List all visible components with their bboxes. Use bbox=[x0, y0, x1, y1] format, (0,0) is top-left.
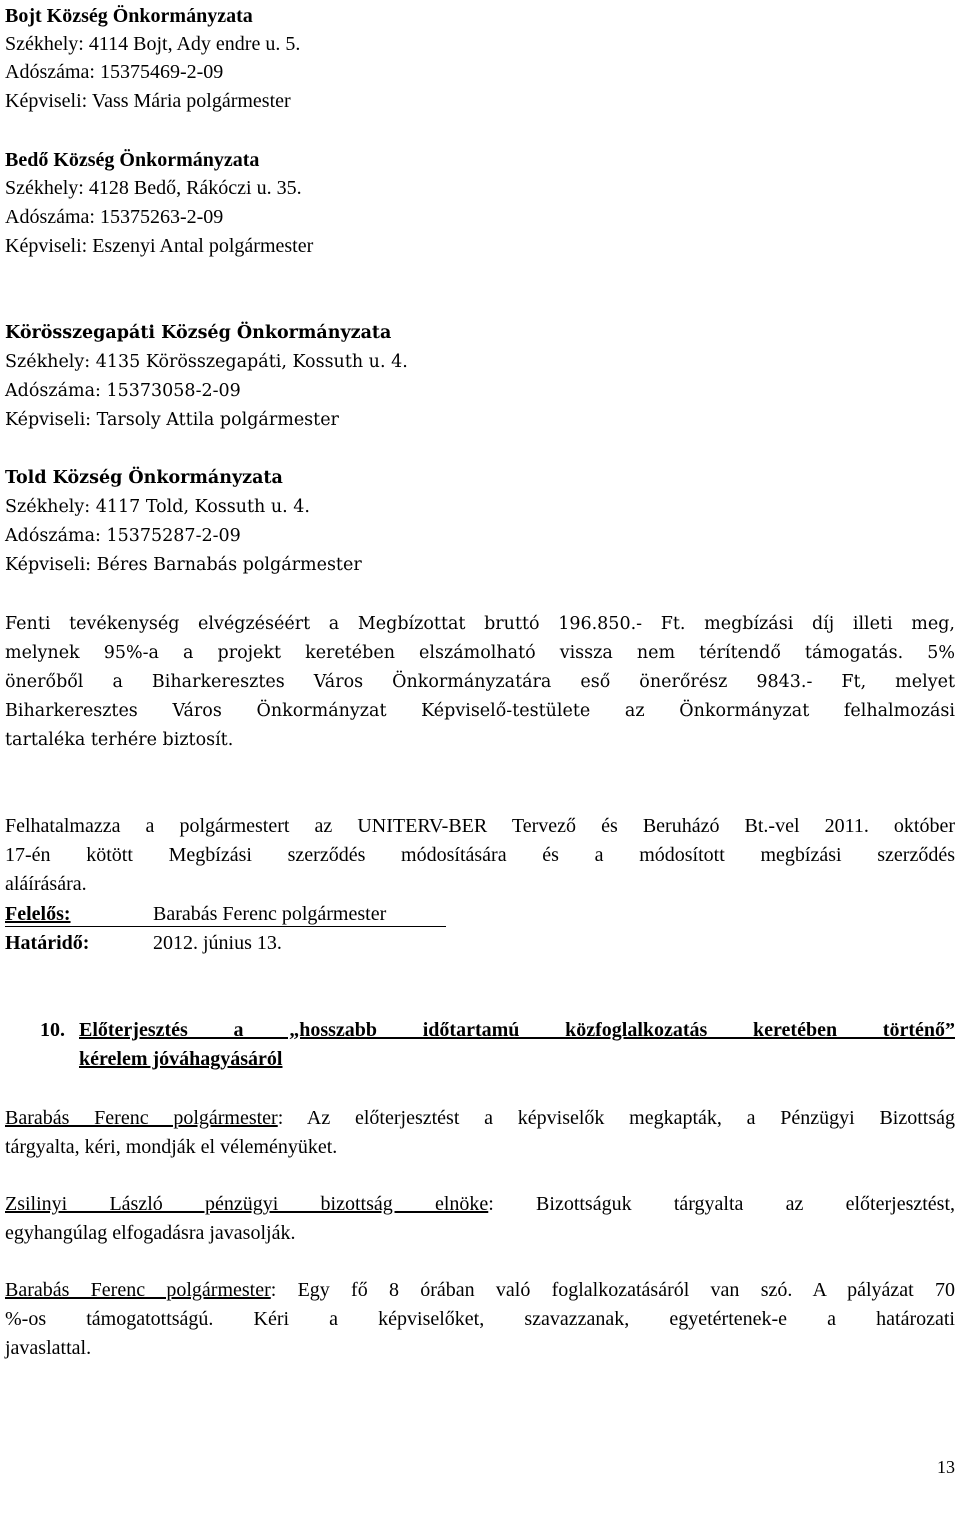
agenda-number: 10. bbox=[40, 1019, 65, 1041]
speech-3-speaker: Barabás Ferenc polgármester bbox=[5, 1279, 271, 1301]
org-1-seat: Székhely: 4114 Bojt, Ady endre u. 5. bbox=[5, 33, 301, 55]
org-1-tax: Adószáma: 15375469-2-09 bbox=[5, 61, 224, 83]
org-3-rep: Képviseli: Tarsoly Attila polgármester bbox=[5, 410, 339, 430]
org-3-seat: Székhely: 4135 Körösszegapáti, Kossuth u. 4. bbox=[5, 352, 408, 372]
org-1-rep: Képviseli: Vass Mária polgármester bbox=[5, 90, 291, 112]
speech-1-line-1-inner bbox=[5, 1105, 955, 1131]
org-4-tax: Adószáma: 15375287-2-09 bbox=[5, 526, 241, 546]
org-3-name: Körösszegapáti Község Önkormányzata bbox=[5, 323, 392, 343]
para2-line-1: Felhatalmazza a polgármestert az UNITERV-BER Tervező és Beruházó Bt.-vel 2011. október bbox=[5, 815, 955, 837]
para1-line-4: Biharkeresztes Város Önkormányzat Képviselő-testülete az Önkormányzat felhalmozási bbox=[5, 701, 955, 721]
speech-2-text-1: : Bizottságuk tárgyalta az előterjesztést, bbox=[488, 1193, 956, 1215]
responsible-label: Felelős: bbox=[5, 903, 71, 925]
responsible-value: Barabás Ferenc polgármester bbox=[153, 903, 387, 925]
speech-3-line-3: javaslattal. bbox=[5, 1337, 92, 1359]
para1-line-2: melynek 95%-a a projekt keretében elszámolható vissza nem térítendő támogatás. 5% bbox=[5, 643, 955, 663]
org-2-seat: Székhely: 4128 Bedő, Rákóczi u. 35. bbox=[5, 177, 302, 199]
org-3-tax: Adószáma: 15373058-2-09 bbox=[5, 381, 241, 401]
agenda-title-line-2: kérelem jóváhagyásáról bbox=[79, 1048, 283, 1070]
org-2-tax: Adószáma: 15375263-2-09 bbox=[5, 206, 224, 228]
org-1-name: Bojt Község Önkormányzata bbox=[5, 5, 253, 27]
speech-1-line-2: tárgyalta, kéri, mondják el véleményüket. bbox=[5, 1136, 338, 1158]
org-2-name: Bedő Község Önkormányzata bbox=[5, 149, 260, 171]
agenda-title-line-1 bbox=[79, 1017, 955, 1043]
speech-2-line-1-inner bbox=[5, 1191, 955, 1217]
speech-1-text-1: : Az előterjesztést a képviselők megkapták, a Pénzügyi Bizottság bbox=[277, 1107, 955, 1129]
deadline-label: Határidő: bbox=[5, 932, 90, 954]
para2-line-2: 17-én kötött Megbízási szerződés módosítására és a módosított megbízási szerződés bbox=[5, 844, 955, 866]
org-4-rep: Képviseli: Béres Barnabás polgármester bbox=[5, 555, 362, 575]
org-4-name: Told Község Önkormányzata bbox=[5, 468, 283, 488]
org-4-seat: Székhely: 4117 Told, Kossuth u. 4. bbox=[5, 497, 310, 517]
page-number: 13 bbox=[937, 1457, 955, 1477]
speech-2-line-2: egyhangúlag elfogadásra javasolják. bbox=[5, 1222, 296, 1244]
para1-line-5: tartaléka terhére biztosít. bbox=[5, 730, 234, 750]
speech-1-speaker: Barabás Ferenc polgármester bbox=[5, 1107, 278, 1129]
para2-line-3: aláírására. bbox=[5, 873, 87, 895]
speech-3-line-1-inner bbox=[5, 1277, 955, 1303]
deadline-value: 2012. június 13. bbox=[153, 932, 282, 954]
para1-line-1: Fenti tevékenység elvégzéséért a Megbízottat bruttó 196.850.- Ft. megbízási díj illeti meg, bbox=[5, 614, 955, 634]
org-2-rep: Képviseli: Eszenyi Antal polgármester bbox=[5, 235, 314, 257]
speech-2-speaker: Zsilinyi László pénzügyi bizottság elnöke bbox=[5, 1193, 489, 1215]
speech-3-text-1: : Egy fő 8 órában való foglalkozatásáról van szó. A pályázat 70 bbox=[270, 1279, 955, 1301]
speech-3-line-2: %-os támogatottságú. Kéri a képviselőket, szavazzanak, egyetértenek-e a határozati bbox=[5, 1308, 955, 1330]
speech-2-line-1 bbox=[5, 1191, 955, 1217]
speech-1-line-1 bbox=[5, 1105, 955, 1131]
agenda-title-text-1: Előterjesztés a „hosszabb időtartamú közfoglalkozatás keretében történő” bbox=[79, 1019, 955, 1041]
para1-line-3: önerőből a Biharkeresztes Város Önkormányzatára eső önerőrész 9843.- Ft, melyet bbox=[5, 672, 955, 692]
speech-3-line-1 bbox=[5, 1277, 955, 1303]
